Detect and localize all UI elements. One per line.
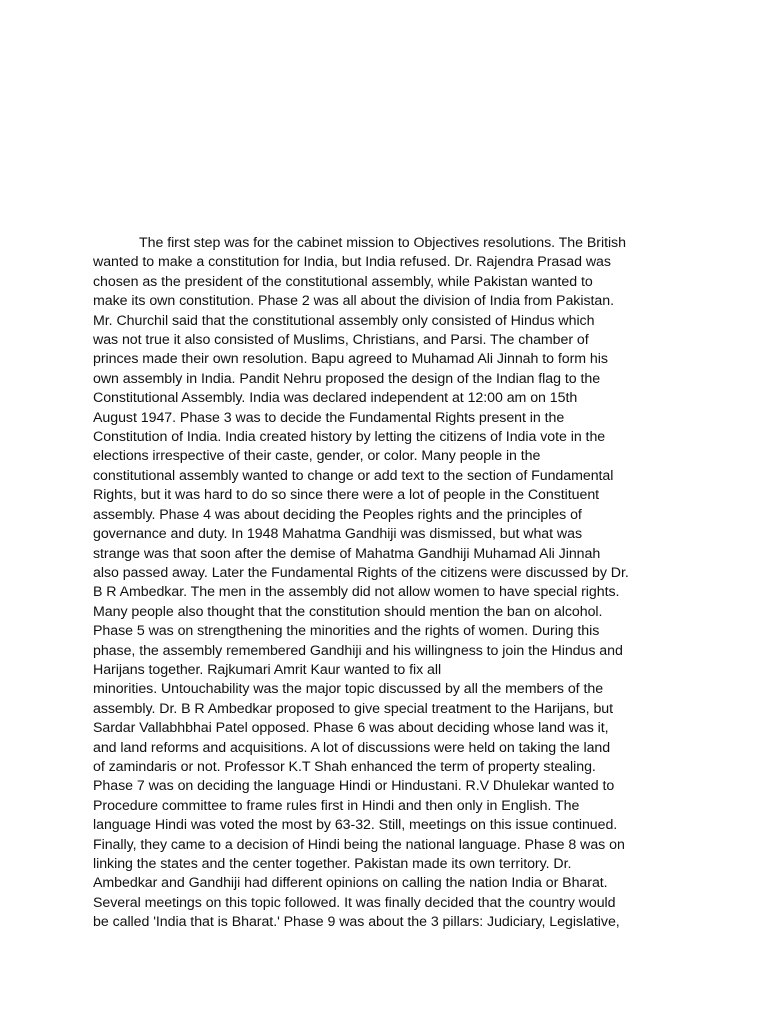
- text-line: Constitution of India. India created history by letting the citizens of India vote in the: [93, 429, 606, 446]
- text-line: own assembly in India. Pandit Nehru proposed the design of the Indian flag to the: [93, 370, 601, 387]
- text-line: strange was that soon after the demise of Mahatma Gandhiji Muhamad Ali Jinnah: [93, 545, 601, 562]
- body-paragraph: [93, 234, 693, 933]
- text-line: elections irrespective of their caste, gender, or color. Many people in the: [93, 448, 541, 465]
- text-line: Procedure committee to frame rules first in Hindi and then only in English. The: [93, 797, 580, 814]
- text-line: Many people also thought that the constitution should mention the ban on alcohol.: [93, 603, 603, 620]
- text-line: Ambedkar and Gandhiji had different opinions on calling the nation India or Bharat.: [93, 875, 608, 892]
- text-line: linking the states and the center together. Pakistan made its own territory. Dr.: [93, 856, 572, 872]
- text-line: language Hindi was voted the most by 63-32. Still, meetings on this issue continued.: [93, 817, 618, 834]
- text-line: Rights, but it was hard to do so since there were a lot of people in the Constituent: [93, 487, 600, 504]
- text-line: B R Ambedkar. The men in the assembly did not allow women to have special rights.: [93, 584, 620, 601]
- text-line: princes made their own resolution. Bapu agreed to Muhamad Ali Jinnah to form his: [93, 351, 608, 368]
- text-line: make its own constitution. Phase 2 was all about the division of India from Pakistan.: [93, 293, 614, 310]
- text-line: Harijans together. Rajkumari Amrit Kaur wanted to fix all: [93, 661, 442, 678]
- text-line: assembly. Phase 4 was about deciding the Peoples rights and the principles of: [93, 506, 582, 523]
- text-line: governance and duty. In 1948 Mahatma Gandhiji was dismissed, but what was: [93, 526, 582, 543]
- text-line: was not true it also consisted of Muslims, Christians, and Parsi. The chamber of: [93, 332, 589, 349]
- text-line: phase, the assembly remembered Gandhiji and his willingness to join the Hindus and: [93, 642, 623, 659]
- text-line: chosen as the president of the constitutional assembly, while Pakistan wanted to: [93, 273, 593, 290]
- text-line: Phase 5 was on strengthening the minorities and the rights of women. During this: [93, 623, 600, 640]
- text-line: be called 'India that is Bharat.' Phase 9 was about the 3 pillars: Judiciary, Legislative,: [93, 914, 620, 931]
- text-line: Constitutional Assembly. India was declared independent at 12:00 am on 15th: [93, 390, 578, 407]
- text-line: Mr. Churchil said that the constitutional assembly only consisted of Hindus which: [93, 312, 595, 329]
- text-line: Sardar Vallabhbhai Patel opposed. Phase 6 was about deciding whose land was it,: [93, 720, 609, 737]
- text-line: wanted to make a constitution for India, but India refused. Dr. Rajendra Prasad was: [93, 254, 611, 271]
- text-line: Several meetings on this topic followed. It was finally decided that the country would: [93, 894, 616, 911]
- text-line: Phase 7 was on deciding the language Hindi or Hindustani. R.V Dhulekar wanted to: [93, 778, 615, 795]
- text-line: assembly. Dr. B R Ambedkar proposed to give special treatment to the Harijans, but: [93, 700, 614, 717]
- text-line: and land reforms and acquisitions. A lot of discussions were held on taking the land: [93, 739, 611, 756]
- text-line: of zamindaris or not. Professor K.T Shah enhanced the term of property stealing.: [93, 758, 596, 775]
- text-line: August 1947. Phase 3 was to decide the Fundamental Rights present in the: [93, 409, 565, 426]
- text-line: minorities. Untouchability was the major topic discussed by all the members of the: [93, 681, 604, 698]
- text-line: also passed away. Later the Fundamental Rights of the citizens were discussed by Dr.: [93, 564, 629, 581]
- text-line: The first step was for the cabinet mission to Objectives resolutions. The British: [139, 235, 626, 251]
- text-line: constitutional assembly wanted to change or add text to the section of Fundamental: [93, 467, 614, 484]
- text-line: Finally, they came to a decision of Hindi being the national language. Phase 8 was on: [93, 836, 625, 853]
